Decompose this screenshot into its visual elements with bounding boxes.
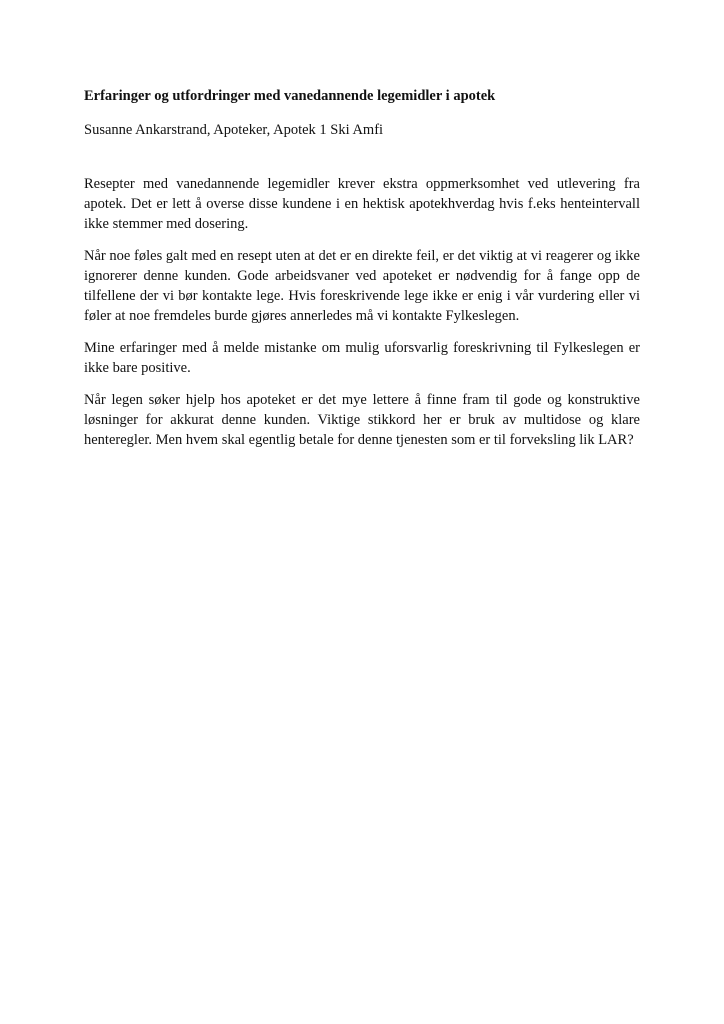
paragraph-2: Når noe føles galt med en resept uten at det er en direkte feil, er det viktig at vi reagerer og ikke ignorerer denne kunden. Gode arbeidsvaner ved apoteket er nødvendig for å fange opp de tilfellene der vi bør kontakte lege. Hvis foreskrivende lege ikke er enig i vår vurdering eller vi føler at noe fremdeles burde gjøres annerledes må vi kontakte Fylkeslegen. (84, 248, 640, 324)
document-body (84, 86, 640, 462)
document-title: Erfaringer og utfordringer med vanedannende legemidler i apotek (84, 88, 496, 104)
paragraph-1: Resepter med vanedannende legemidler krever ekstra oppmerksomhet ved utlevering fra apotek. Det er lett å overse disse kundene i en hektisk apotekhverdag hvis f.eks henteintervall ikke stemmer med dosering. (84, 176, 640, 232)
paragraph-3: Mine erfaringer med å melde mistanke om mulig uforsvarlig foreskrivning til Fylkeslegen er ikke bare positive. (84, 340, 640, 376)
paragraph-4: Når legen søker hjelp hos apoteket er det mye lettere å finne fram til gode og konstruktive løsninger for akkurat denne kunden. Viktige stikkord her er bruk av multidose og klare henteregler. Men hvem skal egentlig betale for denne tjenesten som er til forveksling lik LAR? (84, 392, 640, 448)
author-line: Susanne Ankarstrand, Apoteker, Apotek 1 Ski Amfi (84, 122, 384, 138)
